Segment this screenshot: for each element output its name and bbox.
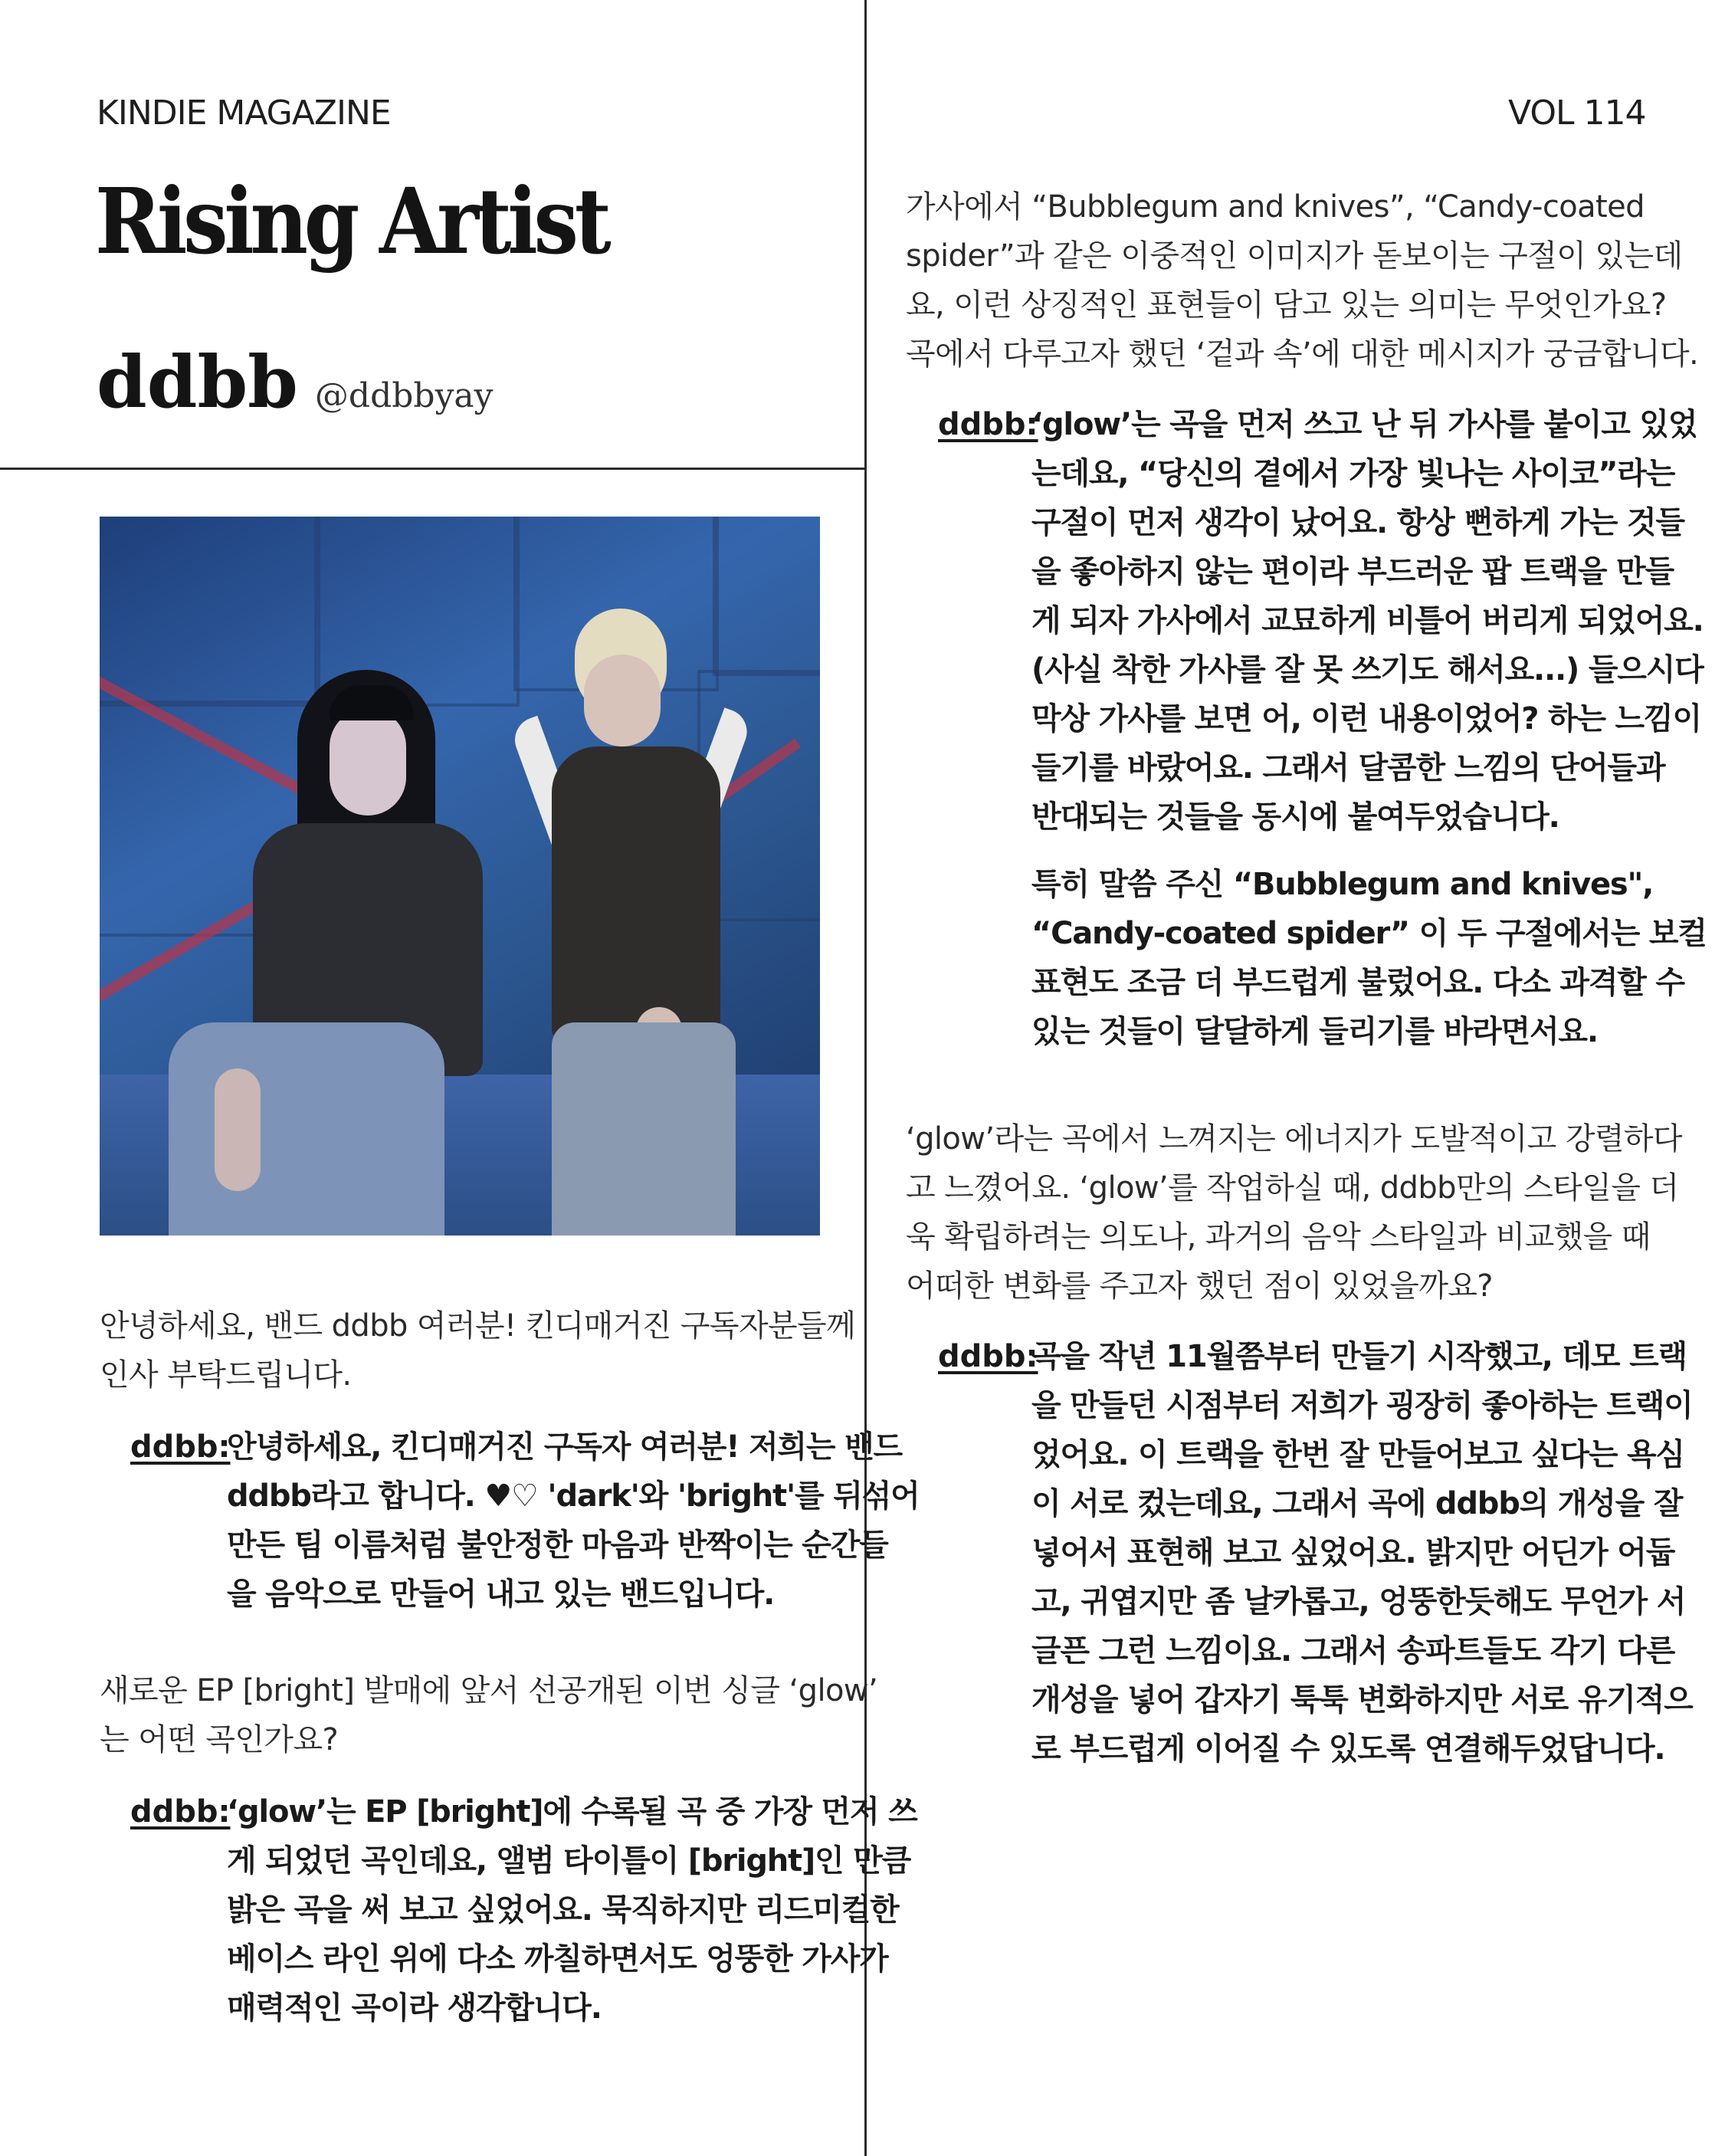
answer-3-line: 들기를 바랐어요. 그래서 달콤한 느낌의 단어들과 [1031,750,1665,786]
question-1 [100,1301,855,1400]
artist-name: ddbb [97,340,298,425]
volume-number: VOL 114 [1508,94,1646,133]
answer-4-line: 개성을 넣어 갑자기 툭툭 변화하지만 서로 유기적으 [1031,1682,1693,1718]
answer-4-line: 넣어서 표현해 보고 싶었어요. 밝지만 어딘가 어둡 [1031,1535,1675,1570]
answer-3-speaker: ddbb: [938,407,1038,442]
answer-3-line: 막상 가사를 보면 어, 이런 내용이었어? 하는 느낌이 [1031,701,1701,737]
answer-1 [227,1423,920,1619]
header-divider [0,468,864,470]
artist-handle: @ddbbyay [314,376,494,415]
question-2 [100,1666,877,1764]
question-1-line: 안녕하세요, 밴드 ddbb 여러분! 킨디매거진 구독자분들께 [100,1308,856,1344]
answer-2-line: ‘glow’는 EP [bright]에 수록될 곡 중 가장 먼저 쓰 [227,1794,917,1829]
answer-3b-line: 있는 것들이 달달하게 들리기를 바라면서요. [1031,1014,1598,1049]
question-3-line: 가사에서 “Bubblegum and knives”, “Candy-coated [906,189,1645,225]
page-title: Rising Artist [95,168,608,274]
answer-1-line: 만든 팀 이름처럼 불안정한 마음과 반짝이는 순간들 [227,1528,888,1563]
artist-heading [97,340,494,425]
answer-3-line: ‘glow’는 곡을 먼저 쓰고 난 뒤 가사를 붙이고 있었 [1031,407,1697,442]
question-2-line: 는 어떤 곡인가요? [100,1722,339,1757]
answer-1-line: 을 음악으로 만들어 내고 있는 밴드입니다. [227,1577,775,1612]
answer-2 [227,1787,917,2033]
answer-4 [1031,1332,1693,1774]
question-4-line: 어떠한 변화를 주고자 했던 점이 있었을까요? [906,1268,1493,1304]
artist-photo [100,517,820,1236]
magazine-name: KINDIE MAGAZINE [97,94,391,133]
answer-3-line: 는데요, “당신의 곁에서 가장 빛나는 사이코”라는 [1031,456,1675,491]
question-3-line: 곡에서 다루고자 했던 ‘겉과 속’에 대한 메시지가 궁금합니다. [906,336,1699,372]
question-2-line: 새로운 EP [bright] 발매에 앞서 선공개된 이번 싱글 ‘glow’ [100,1673,878,1708]
question-4-line: 욱 확립하려는 의도나, 과거의 음악 스타일과 비교했을 때 [906,1219,1651,1255]
answer-3 [1031,400,1704,842]
answer-3-line: 게 되자 가사에서 교묘하게 비틀어 버리게 되었어요. [1031,603,1704,638]
answer-2-line: 베이스 라인 위에 다소 까칠하면서도 엉뚱한 가사가 [227,1941,888,1977]
answer-4-line: 글픈 그런 느낌이요. 그래서 송파트들도 각기 다른 [1031,1633,1675,1669]
answer-4-line: 고, 귀엽지만 좀 날카롭고, 엉뚱한듯해도 무언가 서 [1031,1584,1686,1619]
answer-4-speaker: ddbb: [938,1339,1038,1374]
answer-1-speaker: ddbb: [130,1429,231,1465]
answer-4-line: 었어요. 이 트랙을 한번 잘 만들어보고 싶다는 욕심 [1031,1437,1684,1472]
answer-3-line: (사실 착한 가사를 잘 못 쓰기도 해서요...) 들으시다 [1031,652,1704,687]
question-4-line: 고 느꼈어요. ‘glow’를 작업하실 때, ddbb만의 스타일을 더 [906,1170,1679,1206]
question-4 [906,1114,1682,1311]
answer-1-line: ddbb라고 합니다. ♥♡ 'dark'와 'bright'를 뒤섞어 [227,1478,920,1514]
answer-2-line: 게 되었던 곡인데요, 앨범 타이틀이 [bright]인 만큼 [227,1843,911,1879]
answer-1-line: 안녕하세요, 킨디매거진 구독자 여러분! 저희는 밴드 [227,1429,902,1465]
answer-4-line: 을 만들던 시점부터 저희가 굉장히 좋아하는 트랙이 [1031,1388,1693,1423]
answer-2-speaker: ddbb: [130,1794,231,1829]
answer-3b-line: 표현도 조금 더 부드럽게 불렀어요. 다소 과격할 수 [1031,965,1684,1000]
question-3-line: spider”과 같은 이중적인 이미지가 돋보이는 구절이 있는데 [906,238,1683,274]
question-4-line: ‘glow’라는 곡에서 느껴지는 에너지가 도발적이고 강렬하다 [906,1121,1682,1157]
question-1-line: 인사 부탁드립니다. [100,1357,352,1393]
question-3-line: 요, 이런 상징적인 표현들이 담고 있는 의미는 무엇인가요? [906,287,1667,323]
answer-3b-line: “Candy-coated spider” 이 두 구절에서는 보컬 [1031,916,1707,951]
answer-2-line: 밝은 곡을 써 보고 싶었어요. 묵직하지만 리드미컬한 [227,1892,899,1928]
answer-2-line: 매력적인 곡이라 생각합니다. [227,1990,602,2026]
answer-3b-line: 특히 말씀 주신 “Bubblegum and knives", [1031,867,1654,902]
answer-3-line: 반대되는 것들을 동시에 붙여두었습니다. [1031,799,1559,835]
answer-4-line: 이 서로 컸는데요, 그래서 곡에 ddbb의 개성을 잘 [1031,1486,1683,1521]
question-3 [906,182,1698,379]
answer-3-line: 구절이 먼저 생각이 났어요. 항상 뻔하게 가는 것들 [1031,505,1684,540]
answer-4-line: 로 부드럽게 이어질 수 있도록 연결해두었답니다. [1031,1731,1665,1767]
answer-3-line: 을 좋아하지 않는 편이라 부드러운 팝 트랙을 만들 [1031,554,1674,589]
answer-4-line: 곡을 작년 11월쯤부터 만들기 시작했고, 데모 트랙 [1031,1339,1687,1374]
answer-3-continued [1031,860,1707,1056]
